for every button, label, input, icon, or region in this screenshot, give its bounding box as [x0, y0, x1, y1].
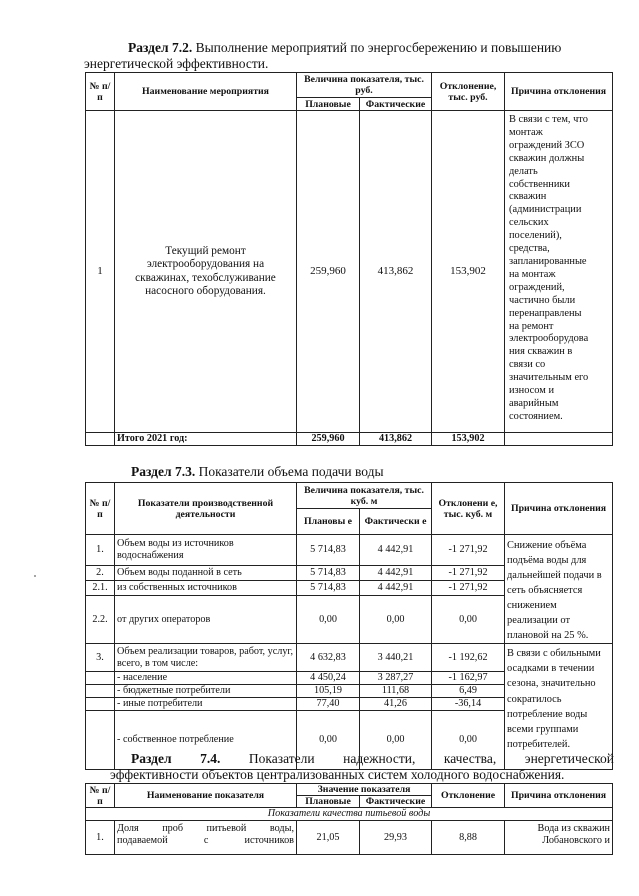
t74-header-name: Наименование показателя — [115, 784, 297, 808]
t73-row-fact: 0,00 — [360, 595, 432, 643]
t73-header-deviation: Отклонени е, тыс. куб. м — [432, 483, 505, 535]
t73-header-fact: Фактически е — [360, 509, 432, 535]
t73-row-plan: 5 714,83 — [297, 565, 360, 580]
t72-row-reason — [505, 111, 613, 433]
t73-row-no — [86, 698, 115, 711]
t73-row-fact: 0,00 — [360, 711, 432, 770]
reason-line: ния скважин в — [509, 346, 573, 358]
reason-line: на ремонт — [509, 320, 554, 332]
t73-row-fact: 4 442,91 — [360, 535, 432, 566]
t74-row-no: 1. — [86, 821, 115, 855]
table-7-3 — [85, 482, 613, 770]
t73-row-deviation: 0,00 — [432, 595, 505, 643]
t72-total-label: Итого 2021 год: — [115, 433, 297, 446]
reason-line: состоянием. — [509, 410, 563, 422]
t74-row-plan: 21,05 — [297, 821, 360, 855]
t74-header-value: Значение показателя — [297, 784, 432, 796]
t74-header-no: № п/п — [86, 784, 115, 808]
table-7-2 — [85, 72, 613, 446]
t72-header-plan: Плановые — [297, 98, 360, 111]
t73-row-name: - собственное потребление — [115, 711, 297, 770]
section-7-2-number: Раздел 7.2. — [128, 40, 193, 55]
t72-header-name: Наименование мероприятия — [115, 73, 297, 111]
t73-row-plan: 77,40 — [297, 698, 360, 711]
reason-line: перенаправлены — [509, 307, 582, 319]
t73-row-fact: 3 287,27 — [360, 672, 432, 685]
t73-row-plan: 5 714,83 — [297, 535, 360, 566]
t74-row-fact: 29,93 — [360, 821, 432, 855]
reason-line: монтаж — [509, 126, 543, 138]
table-7-4 — [85, 783, 613, 855]
reason-line: ограждений ЗСО — [509, 139, 585, 151]
t73-row-no: 1. — [86, 535, 115, 566]
t73-row-deviation: -36,14 — [432, 698, 505, 711]
t74-header-fact: Фактические — [360, 796, 432, 808]
t73-row-deviation: -1 192,62 — [432, 644, 505, 672]
t73-row-fact: 3 440,21 — [360, 644, 432, 672]
t72-total-reason — [505, 433, 613, 446]
t73-header-plan: Плановы е — [297, 509, 360, 535]
section-7-4-word: Показатели — [248, 751, 315, 766]
reason-line: (администрации — [509, 204, 582, 216]
section-7-4-word: энергетической — [524, 751, 614, 766]
reason-line: значительным его — [509, 372, 589, 384]
t73-row-plan: 105,19 — [297, 685, 360, 698]
t72-total-deviation: 153,902 — [432, 433, 505, 446]
t73-row-name: от других операторов — [115, 595, 297, 643]
section-7-3-heading — [131, 464, 384, 480]
reason-line: скважин должны — [509, 152, 585, 164]
t73-header-name: Показатели производственной деятельности — [115, 483, 297, 535]
section-7-4-heading — [131, 751, 614, 767]
reason-line: частично были — [509, 294, 576, 306]
reason-line: собственники — [509, 178, 570, 190]
t72-row-no: 1 — [86, 111, 115, 433]
t72-row-fact: 413,862 — [360, 111, 432, 433]
section-7-2-heading — [128, 40, 614, 56]
t73-row-fact: 111,68 — [360, 685, 432, 698]
t73-row-no: 2. — [86, 565, 115, 580]
scan-speck — [34, 575, 36, 577]
t72-row-plan: 259,960 — [297, 111, 360, 433]
t72-total-fact: 413,862 — [360, 433, 432, 446]
t73-header-reason: Причина отклонения — [505, 483, 613, 535]
t74-row-deviation: 8,88 — [432, 821, 505, 855]
reason-line: износом и — [509, 385, 555, 397]
reason-line: В связи с тем, что — [509, 114, 588, 125]
section-7-4-word: надежности, — [343, 751, 416, 766]
t72-header-fact: Фактические — [360, 98, 432, 111]
t73-row-no — [86, 672, 115, 685]
table-total-row — [86, 433, 613, 446]
t74-header-reason: Причина отклонения — [505, 784, 613, 808]
t72-total-plan: 259,960 — [297, 433, 360, 446]
table-row — [86, 821, 613, 855]
t73-row-plan: 0,00 — [297, 595, 360, 643]
t74-row-name-line2: подаваемой с источников — [117, 834, 294, 846]
t73-row-deviation: 6,49 — [432, 685, 505, 698]
t73-row-fact: 41,26 — [360, 698, 432, 711]
t73-row-fact: 4 442,91 — [360, 580, 432, 595]
t73-row-name: Объем воды из источников водоснабжения — [115, 535, 297, 566]
t73-header-no: № п/п — [86, 483, 115, 535]
t73-row-deviation: -1 162,97 — [432, 672, 505, 685]
section-7-3-title: Показатели объема подачи воды — [198, 464, 384, 479]
reason-line: запланированные — [509, 255, 587, 267]
t73-row-no: 3. — [86, 644, 115, 672]
t72-header-deviation: Отклонение, тыс. руб. — [432, 73, 505, 111]
t73-row-deviation: -1 271,92 — [432, 580, 505, 595]
t74-header-deviation: Отклонение — [432, 784, 505, 808]
reason-line: сельских — [509, 217, 549, 229]
section-7-3-number: Раздел 7.3. — [131, 464, 196, 479]
section-7-2-title: Выполнение мероприятий по энергосбережению и повышению — [195, 40, 562, 55]
t73-row-no: 2.2. — [86, 595, 115, 643]
t74-row-name — [115, 821, 297, 855]
reason-line: электрооборудова — [509, 333, 589, 345]
t73-row-plan: 0,00 — [297, 711, 360, 770]
t73-row-plan: 4 632,83 — [297, 644, 360, 672]
t73-row-name: - бюджетные потребители — [115, 685, 297, 698]
t74-row-name-line1: Доля проб питьевой воды, — [117, 823, 294, 834]
reason-line: скважин — [509, 191, 547, 203]
t73-reason-1: Снижение объёма подъёма воды для дальнейшей подачи в сеть объясняется снижением реализации от плановой на 25 %. — [505, 535, 613, 644]
t72-total-no — [86, 433, 115, 446]
t72-header-no: № п/п — [86, 73, 115, 111]
reason-line: поселений), — [509, 230, 562, 242]
t74-header-plan: Плановые — [297, 796, 360, 808]
reason-line: связи со — [509, 359, 546, 371]
table-row — [86, 644, 613, 672]
section-7-4-heading-line2: эффективности объектов централизованных систем холодного водоснабжения. — [110, 767, 565, 782]
table-subheader-row — [86, 808, 613, 821]
reason-line: на монтаж — [509, 268, 556, 280]
t73-row-no — [86, 685, 115, 698]
t73-reason-2: В связи с обильными осадками в течении сезона, значительно сократилось потребление воды всеми группами потребителей. — [505, 644, 613, 770]
t72-row-name: Текущий ремонт электрооборудования на скважинах, техобслуживание насосного оборудования. — [115, 111, 297, 433]
t73-row-name: - иные потребители — [115, 698, 297, 711]
section-7-4-word: Раздел — [131, 751, 172, 766]
t73-row-name: Объем реализации товаров, работ, услуг, всего, в том числе: — [115, 644, 297, 672]
section-7-2-heading-line2: энергетической эффективности. — [84, 56, 269, 71]
t73-row-deviation: 0,00 — [432, 711, 505, 770]
t72-row-deviation: 153,902 — [432, 111, 505, 433]
t73-row-plan: 5 714,83 — [297, 580, 360, 595]
t73-row-name: из собственных источников — [115, 580, 297, 595]
t73-row-deviation: -1 271,92 — [432, 565, 505, 580]
reason-line: аварийным — [509, 397, 559, 409]
t73-row-fact: 4 442,91 — [360, 565, 432, 580]
reason-line: средства, — [509, 243, 550, 255]
section-7-4-word: качества, — [443, 751, 497, 766]
t74-subheader: Показатели качества питьевой воды — [86, 808, 613, 821]
t72-header-value: Величина показателя, тыс. руб. — [297, 73, 432, 98]
reason-line: делать — [509, 165, 538, 177]
table-row — [86, 111, 613, 433]
t73-row-name: Объем воды поданной в сеть — [115, 565, 297, 580]
t73-row-plan: 4 450,24 — [297, 672, 360, 685]
t73-header-value: Величина показателя, тыс. куб. м — [297, 483, 432, 509]
t72-header-reason: Причина отклонения — [505, 73, 613, 111]
reason-line: ограждений, — [509, 281, 565, 293]
t73-row-name: - население — [115, 672, 297, 685]
table-row — [86, 535, 613, 566]
t74-row-reason: Вода из скважин Лобановского и — [505, 821, 613, 855]
t73-row-no — [86, 711, 115, 770]
t73-row-deviation: -1 271,92 — [432, 535, 505, 566]
t72-row-reason-text — [509, 114, 610, 424]
section-7-4-number: 7.4. — [200, 751, 221, 766]
t73-row-no: 2.1. — [86, 580, 115, 595]
